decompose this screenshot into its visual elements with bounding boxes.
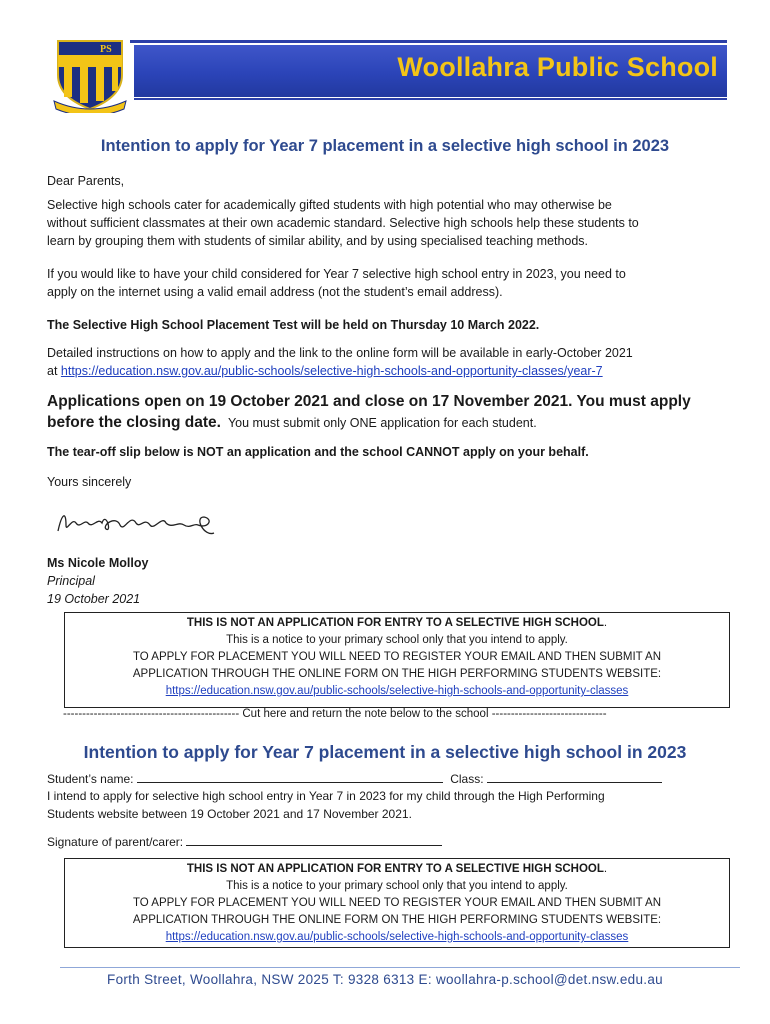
paragraph-instructions: Detailed instructions on how to apply and the link to the online form will be available in early-October 2021 at https://education.nsw.gov.au/public-schools/selective-high-schools-and-opportunity-classes/year-7 — [47, 346, 633, 378]
selective-schools-link-slip[interactable]: https://education.nsw.gov.au/public-schools/selective-high-schools-and-opportunity-classes — [165, 931, 629, 943]
signer-role: Principal — [47, 574, 95, 588]
signature-field[interactable] — [186, 832, 442, 846]
intent-statement: I intend to apply for selective high school entry in Year 7 in 2023 for my child through the High Performing Students website between 19 October 2021 and 17 November 2021. — [47, 789, 605, 821]
one-application-note: You must submit only ONE application for each student. — [227, 416, 537, 430]
footer-rule — [60, 967, 740, 968]
selective-schools-link[interactable]: https://education.nsw.gov.au/public-schools/selective-high-schools-and-opportunity-classes — [165, 685, 629, 697]
svg-text:PS: PS — [100, 44, 112, 55]
principal-signature — [54, 503, 224, 545]
letter-title: Intention to apply for Year 7 placement in a selective high school in 2023 — [100, 137, 670, 155]
signer-name: Ms Nicole Molloy — [47, 556, 149, 570]
cut-line: ---------------------------------------------- Cut here and return the note below to the school ------------------------------ — [63, 708, 607, 720]
signer-date: 19 October 2021 — [47, 592, 141, 606]
header-rule-bottom — [134, 98, 727, 100]
tearoff-note: The tear-off slip below is NOT an application and the school CANNOT apply on your behalf. — [47, 445, 589, 459]
student-name-field[interactable] — [137, 769, 443, 783]
paragraph-intro: Selective high schools cater for academically gifted students with high potential who may otherwise be without sufficient classmates at their own academic standard. Selective high schools help these students to learn by grouping them with students of similar ability, and by using specialised teaching methods. — [47, 198, 639, 248]
student-name-row: Student’s name: Class: — [47, 769, 737, 788]
school-crest-logo — [50, 31, 130, 113]
slip-title: Intention to apply for Year 7 placement in a selective high school in 2023 — [83, 742, 687, 762]
signature-row: Signature of parent/carer: — [47, 832, 737, 851]
paragraph-apply: If you would like to have your child considered for Year 7 selective high school entry in 2023, you need to apply on the internet using a valid email address (not the student’s email address). — [47, 267, 626, 299]
header-rule-top — [130, 40, 727, 43]
applications-dates: Applications open on 19 October 2021 and close on 17 November 2021. You must apply before the closing date. You must submit only ONE application for each student. — [47, 393, 691, 431]
greeting: Dear Parents, — [47, 174, 125, 188]
notice-box-slip: THIS IS NOT AN APPLICATION FOR ENTRY TO A SELECTIVE HIGH SCHOOL. This is a notice to your primary school only that you intend to apply. TO APPLY FOR PLACEMENT YOU WILL NEED TO REGISTER YOUR EMAIL AND THEN SUBMIT AN APPLICATION THROUGH THE ONLINE FORM ON THE HIGH PERFORMING STUDENTS WEBSITE: https://education.nsw.gov.au/public-schools/selective-high-schools-and-opportunity-classes — [64, 858, 730, 948]
school-name: Woollahra Public School — [397, 52, 718, 82]
notice-box: THIS IS NOT AN APPLICATION FOR ENTRY TO A SELECTIVE HIGH SCHOOL. This is a notice to your primary school only that you intend to apply. TO APPLY FOR PLACEMENT YOU WILL NEED TO REGISTER YOUR EMAIL AND THEN SUBMIT AN APPLICATION THROUGH THE ONLINE FORM ON THE HIGH PERFORMING STUDENTS WEBSITE: https://education.nsw.gov.au/public-schools/selective-high-schools-and-opportunity-classes — [64, 612, 730, 708]
closing: Yours sincerely — [47, 475, 132, 489]
year7-link[interactable]: https://education.nsw.gov.au/public-schools/selective-high-schools-and-opportunity-classes/year-7 — [60, 364, 603, 378]
class-field[interactable] — [487, 769, 662, 783]
test-date: The Selective High School Placement Test will be held on Thursday 10 March 2022. — [47, 318, 540, 332]
footer-contact: Forth Street, Woollahra, NSW 2025 T: 9328 6313 E: woollahra-p.school@det.nsw.edu.au — [107, 972, 663, 987]
